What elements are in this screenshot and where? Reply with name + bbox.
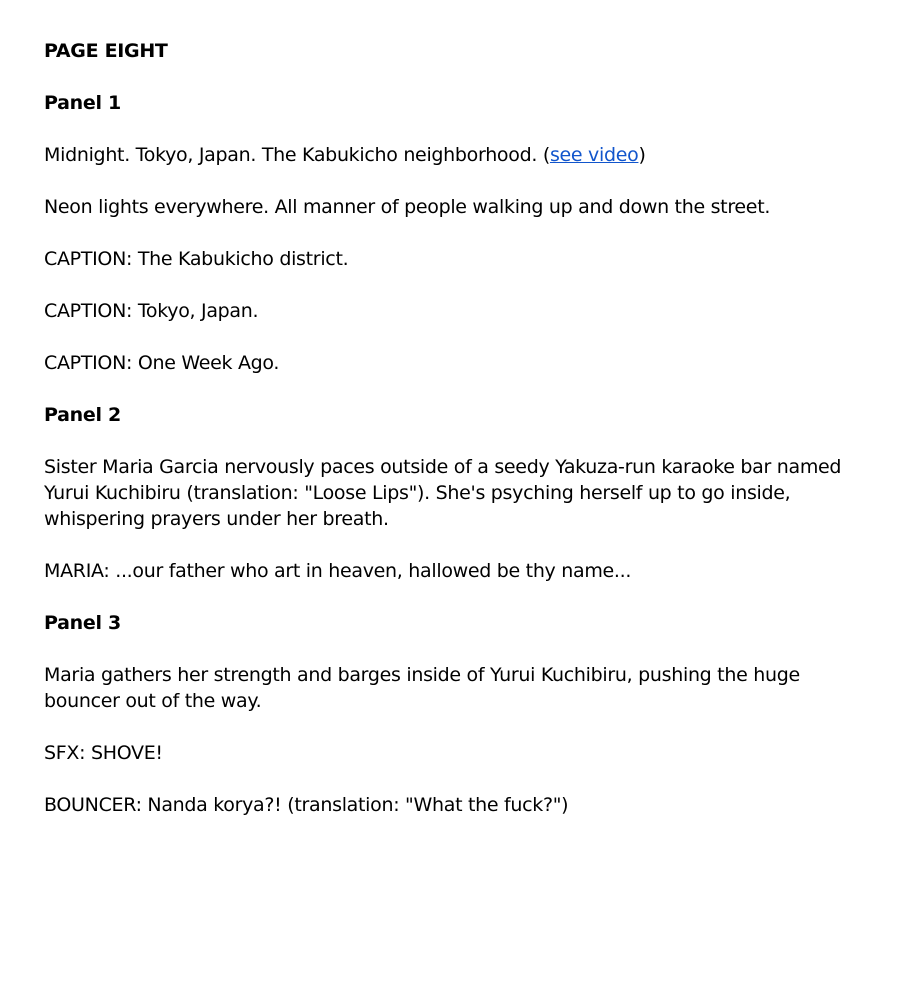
scene-description: Sister Maria Garcia nervously paces outside of a seedy Yakuza-run karaoke bar named Yurui Kuchibiru (translation: "Loose Lips"). She's psyching herself up to go inside, whispering prayers under her breath.	[44, 456, 842, 530]
caption-line: CAPTION: Tokyo, Japan.	[44, 300, 259, 322]
scene-text-end: )	[638, 144, 646, 166]
dialogue-line: BOUNCER: Nanda korya?! (translation: "What the fuck?")	[44, 794, 569, 816]
caption-line: CAPTION: The Kabukicho district.	[44, 248, 349, 270]
page-heading: PAGE EIGHT	[44, 40, 168, 62]
scene-text: Midnight. Tokyo, Japan. The Kabukicho neighborhood. (	[44, 144, 550, 166]
panel-heading: Panel 1	[44, 92, 121, 114]
dialogue-line: MARIA: ...our father who art in heaven, hallowed be thy name...	[44, 560, 632, 582]
scene-description: Maria gathers her strength and barges inside of Yurui Kuchibiru, pushing the huge bouncer out of the way.	[44, 664, 800, 712]
script-document	[44, 38, 844, 844]
panel-heading: Panel 3	[44, 612, 121, 634]
see-video-link[interactable]: see video	[549, 144, 639, 166]
caption-line: CAPTION: One Week Ago.	[44, 352, 280, 374]
scene-description: Neon lights everywhere. All manner of people walking up and down the street.	[44, 196, 771, 218]
panel-heading: Panel 2	[44, 404, 121, 426]
sfx-line: SFX: SHOVE!	[44, 742, 163, 764]
scene-description	[44, 142, 844, 168]
